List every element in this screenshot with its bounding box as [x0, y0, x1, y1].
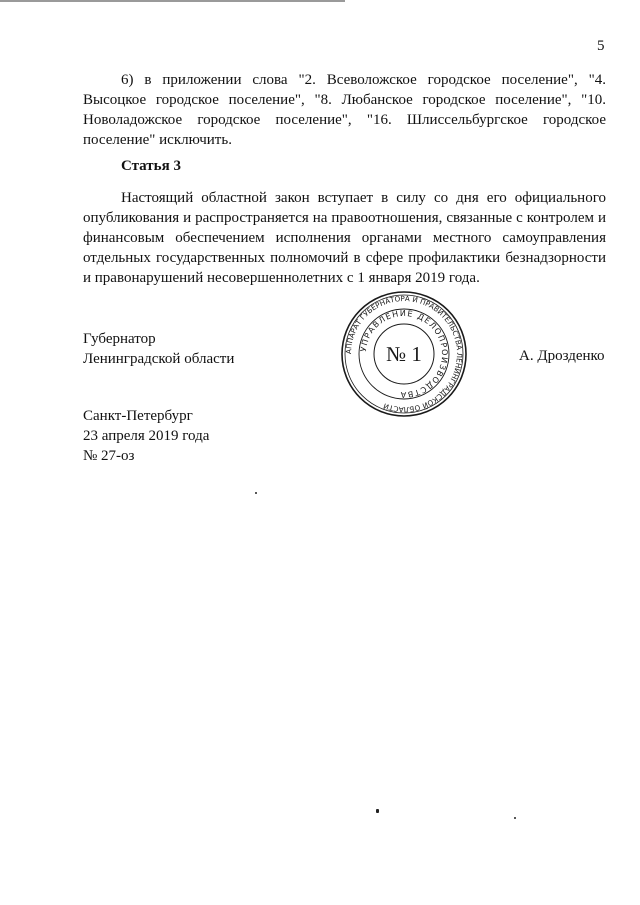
- page-number: 5: [597, 38, 605, 54]
- law-number: № 27-оз: [83, 448, 135, 464]
- scan-speck: [376, 809, 379, 813]
- governor-title-line2: Ленинградской области: [83, 351, 235, 367]
- signing-place: Санкт-Петербург: [83, 408, 193, 424]
- seal-inner-text: УПРАВЛЕНИЕ ДЕЛОПРОИЗВОДСТВА: [358, 308, 450, 400]
- seal-center-number: № 1: [386, 342, 422, 366]
- article-heading: Статья 3: [121, 158, 181, 174]
- paragraph-item-6: [83, 70, 606, 150]
- governor-title-line1: Губернатор: [83, 331, 156, 347]
- paragraph-item-6-text: 6) в приложении слова "2. Всеволожское городское поселение", "4. Высоцкое городское поселение", "8. Любанское городское поселение", "10. Новоладожское городское поселение", "16. Шлиссельбургское городское поселение" исключить.: [83, 72, 606, 148]
- seal-outer-text: АППАРАТ ГУБЕРНАТОРА И ПРАВИТЕЛЬСТВА ЛЕНИНГРАДСКОЙ ОБЛАСТИ: [343, 293, 465, 415]
- article-3-text: Настоящий областной закон вступает в силу со дня его официального опубликования и распространяется на правоотношения, связанные с контролем и финансовым обеспечением исполнения органами местного самоуправления отдельных государственных полномочий в сфере профилактики безнадзорности и правонарушений несовершеннолетних с 1 января 2019 года.: [83, 190, 606, 286]
- official-seal-stamp: [340, 290, 468, 418]
- scan-speck: [514, 817, 516, 819]
- scan-speck: [255, 492, 257, 494]
- signing-details: [83, 406, 209, 466]
- article-3-paragraph: [83, 188, 606, 288]
- top-border-line: [0, 0, 345, 2]
- governor-title: [83, 329, 234, 369]
- signing-date: 23 апреля 2019 года: [83, 428, 210, 444]
- governor-name: А. Дрозденко: [519, 348, 605, 364]
